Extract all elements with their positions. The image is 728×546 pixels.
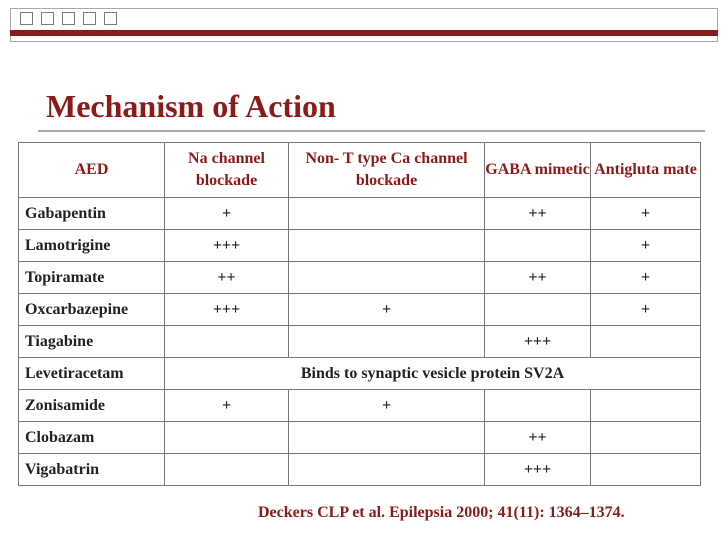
drug-name: Vigabatrin: [19, 454, 165, 486]
ca-value: [289, 454, 485, 486]
table-row: [19, 422, 701, 454]
decorative-squares: [20, 12, 117, 25]
drug-name: Levetiracetam: [19, 358, 165, 390]
header-ca-channel: Non- T type Ca channel blockade: [289, 143, 485, 198]
header-gaba: GABA mimetic: [485, 143, 591, 198]
mechanism-table: [18, 142, 701, 486]
header-aed: AED: [19, 143, 165, 198]
anti-value: +: [591, 198, 701, 230]
drug-name: Gabapentin: [19, 198, 165, 230]
drug-name: Zonisamide: [19, 390, 165, 422]
gaba-value: +++: [485, 326, 591, 358]
table-row: [19, 198, 701, 230]
anti-value: [591, 422, 701, 454]
anti-value: [591, 454, 701, 486]
square-icon: [62, 12, 75, 25]
gaba-value: ++: [485, 198, 591, 230]
drug-name: Tiagabine: [19, 326, 165, 358]
table-row: [19, 230, 701, 262]
merged-mechanism: Binds to synaptic vesicle protein SV2A: [165, 358, 701, 390]
table-row: [19, 262, 701, 294]
ca-value: [289, 326, 485, 358]
header-rule: [10, 30, 718, 36]
square-icon: [41, 12, 54, 25]
ca-value: [289, 262, 485, 294]
anti-value: +: [591, 262, 701, 294]
na-value: +++: [165, 294, 289, 326]
gaba-value: [485, 390, 591, 422]
table-header-row: [19, 143, 701, 198]
drug-name: Lamotrigine: [19, 230, 165, 262]
drug-name: Oxcarbazepine: [19, 294, 165, 326]
na-value: +++: [165, 230, 289, 262]
ca-value: +: [289, 390, 485, 422]
na-value: +: [165, 390, 289, 422]
table-row: [19, 390, 701, 422]
gaba-value: [485, 294, 591, 326]
header-antiglutamate: Antigluta mate: [591, 143, 701, 198]
drug-name: Clobazam: [19, 422, 165, 454]
table-row: [19, 326, 701, 358]
na-value: [165, 422, 289, 454]
gaba-value: [485, 230, 591, 262]
title-divider: [38, 130, 705, 132]
anti-value: [591, 326, 701, 358]
ca-value: [289, 198, 485, 230]
gaba-value: ++: [485, 262, 591, 294]
ca-value: [289, 422, 485, 454]
drug-name: Topiramate: [19, 262, 165, 294]
citation: Deckers CLP et al. Epilepsia 2000; 41(11): 1364–1374.: [258, 504, 625, 521]
square-icon: [20, 12, 33, 25]
na-value: ++: [165, 262, 289, 294]
gaba-value: ++: [485, 422, 591, 454]
header-na-channel: Na channel blockade: [165, 143, 289, 198]
square-icon: [83, 12, 96, 25]
na-value: [165, 454, 289, 486]
table-row: [19, 358, 701, 390]
anti-value: [591, 390, 701, 422]
gaba-value: +++: [485, 454, 591, 486]
square-icon: [104, 12, 117, 25]
table-row: [19, 454, 701, 486]
anti-value: +: [591, 294, 701, 326]
anti-value: +: [591, 230, 701, 262]
na-value: [165, 326, 289, 358]
na-value: +: [165, 198, 289, 230]
ca-value: +: [289, 294, 485, 326]
table-row: [19, 294, 701, 326]
ca-value: [289, 230, 485, 262]
page-title: Mechanism of Action: [46, 88, 336, 124]
